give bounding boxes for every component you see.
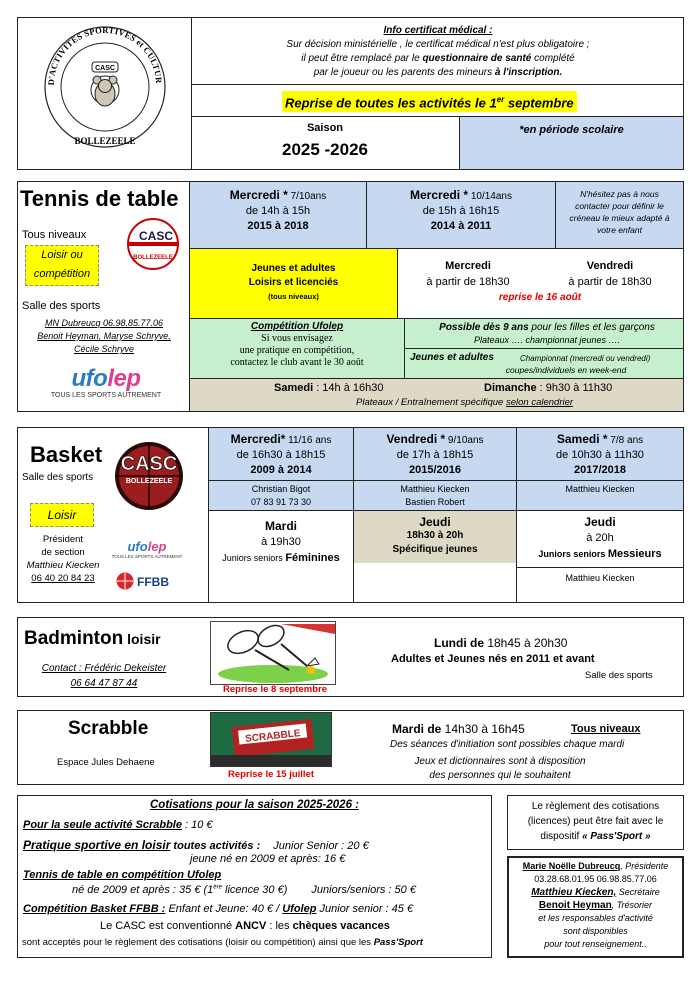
tennis-vendredi: Vendredi à partir de 18h30 <box>568 260 652 288</box>
cotisation-tennis-title: Tennis de table en compétition Ufolep <box>23 869 222 881</box>
cotisation-accepted: sont acceptés pour le règlement des cotisations (loisir ou compétition) ainsi que les Pass'Sport <box>22 937 423 948</box>
saison-label: Saison <box>306 122 344 134</box>
saison <box>191 118 459 160</box>
svg-text:BOLLEZEELE: BOLLEZEELE <box>133 255 173 261</box>
badminton-title: Badminton loisir <box>24 628 161 649</box>
certificat-line1: Sur décision ministérielle , le certificat médical n'est plus obligatoire ; <box>286 39 590 50</box>
svg-text:FFBB: FFBB <box>137 575 169 589</box>
contacts-text: Marie Noëlle Dubreucq, Présidente 03.28.68.01.95 06.98.85.77.06 Matthieu Kiecken, Secrétaire Benoit Heyman, Trésorier et les responsables d'activité sont disponibles pour tout renseignement.. <box>522 861 669 949</box>
logo-ring-text: D'ACTIVITES SPORTIVES et CULTUR <box>45 24 165 86</box>
badminton-reprise: Reprise le 8 septembre <box>222 684 328 695</box>
basket-jeudi2-coach: Matthieu Kiecken <box>565 573 635 583</box>
scrabble-jeux: Jeux et dictionnaires sont à disposition des personnes qui le souhaitent <box>414 756 586 781</box>
basket-jeudi2: Jeudi à 20h Juniors seniors Messieurs <box>538 515 662 560</box>
saison-value: 2025 -2026 <box>281 140 369 159</box>
scrabble-seances: Des séances d'initiation sont possibles chaque mardi <box>390 739 625 750</box>
badminton-day: Lundi de 18h45 à 20h30 <box>434 636 568 650</box>
badminton-image <box>210 621 336 685</box>
badminton-contact: Contact : Frédéric Dekeister 06 64 47 87 44 <box>41 663 167 689</box>
logo-center-text: CASC <box>95 65 115 72</box>
scrabble-title: Scrabble <box>68 718 149 739</box>
svg-text:SCRABBLE: SCRABBLE <box>244 728 302 745</box>
basket-casc-logo <box>112 438 186 516</box>
tennis-reprise: reprise le 16 août <box>498 292 582 303</box>
tennis-slot1: Mercredi * 7/10ans de 14h à 15h 2015 à 2018 <box>190 182 366 248</box>
tennis-weekend: Samedi : 14h à 16h30 Dimanche : 9h30 à 11h30 Plateaux / Entraînement spécifique selon calendrier <box>190 379 683 411</box>
basket-ffbb-logo <box>115 571 185 591</box>
cotisation-loisir-jeune: jeune né en 2009 et après: 16 € <box>190 853 346 865</box>
cotisation-scrabble: Pour la seule activité Scrabble : 10 € <box>23 819 213 831</box>
periode-scolaire: *en période scolaire <box>460 117 683 169</box>
basket-mardi: Mardi à 19h30 Juniors seniors Féminines <box>222 519 340 564</box>
tennis-mercredi: Mercredi à partir de 18h30 <box>426 260 510 288</box>
reprise-banner: Reprise de toutes les activités le 1er septembre <box>191 85 684 116</box>
basket-jeudi1: Jeudi 18h30 à 20h Spécifique jeunes <box>354 511 516 563</box>
scrabble-reprise: Reprise le 15 juillet <box>227 769 315 780</box>
basket-ufolep-logo: ufolep TOUS LES SPORTS AUTREMENT <box>111 539 183 559</box>
tennis-salle: Salle des sports <box>22 300 101 312</box>
basket-president: Président de section Matthieu Kiecken 06 40 20 84 23 <box>26 534 100 584</box>
scrabble-day: Mardi de 14h30 à 16h45 <box>392 722 525 736</box>
basket-salle: Salle des sports <box>22 472 94 483</box>
scrabble-image <box>210 712 332 767</box>
logo-bottom-text: BOLLEZEELE <box>74 136 136 146</box>
badminton-salle: Salle des sports <box>585 670 653 681</box>
basket-badge: Loisir <box>30 503 94 527</box>
basket-slot3-coach: Matthieu Kiecken <box>565 484 635 494</box>
certificat-info: Info certificat médical : Sur décision ministérielle , le certificat médical n'est plus obligatoire ; il peut être remplacé par le questionnaire de santé complété par le joueur ou les parents des mineurs à l'inscription. <box>196 24 680 80</box>
cotisation-ancv: Le CASC est conventionné ANCV : les chèques vacances <box>100 920 390 932</box>
tennis-slot2: Mercredi * 10/14ans de 15h à 16h15 2014 à 2011 <box>367 182 555 248</box>
tennis-niveaux: Tous niveaux <box>22 229 87 241</box>
svg-text:BOLLEZEELE: BOLLEZEELE <box>125 478 173 485</box>
basket-slot3: Samedi * 7/8 ans de 10h30 à 11h30 2017/2018 <box>517 428 683 510</box>
cotisations-title: Cotisations pour la saison 2025-2026 : <box>150 799 359 811</box>
tennis-ufolep-logo: ufolep TOUS LES SPORTS AUTREMENT <box>50 365 162 399</box>
tennis-possible: Possible dès 9 ans pour les filles et les garçons Plateaux …. championnat jeunes …. <box>405 319 683 378</box>
svg-text:CASC: CASC <box>138 229 174 243</box>
cotisation-tennis: né de 2009 et après : 35 € (1ère licence 30 €) Juniors/seniors : 50 € <box>72 884 416 896</box>
scrabble-lieu: Espace Jules Dehaene <box>57 757 155 768</box>
cotisation-basket: Compétition Basket FFBB : Enfant et Jeune: 40 € / Ufolep Junior senior : 45 € <box>23 903 414 915</box>
basket-title: Basket <box>30 442 103 467</box>
badminton-public: Adultes et Jeunes nés en 2011 et avant <box>391 653 595 665</box>
svg-text:CASC: CASC <box>120 453 178 475</box>
tennis-jeunes: Jeunes et adultes Loisirs et licenciés (tous niveaux) <box>190 249 397 318</box>
cotisation-loisir: Pratique sportive en loisir toutes activités : Junior Senior : 20 € <box>23 838 369 852</box>
scrabble-niveaux: Tous niveaux <box>571 723 641 735</box>
basket-slot2-coach: Matthieu Kiecken Bastien Robert <box>400 484 470 507</box>
tennis-contacts: MN Dubreucq 06.98.85.77.06 Benoit Heyman, Maryse Schryve, Cécile Schryve <box>37 318 171 354</box>
tennis-title: Tennis de table <box>20 186 179 211</box>
basket-slot1-coach: Christian Bigot 07 83 91 73 30 <box>250 484 312 507</box>
tennis-badge: Loisir ou compétition <box>25 245 99 286</box>
tennis-competition: Compétition Ufolep Si vous envisagez une pratique en compétition, contactez le club avant le 30 août <box>190 319 404 378</box>
club-logo <box>40 22 170 162</box>
certificat-title: Info certificat médical : <box>383 25 493 36</box>
tennis-hesitez: N'hésitez pas à nous contacter pour définir le créneau le mieux adapté à votre enfant <box>556 182 683 248</box>
basket-slot1: Mercredi* 11/16 ans de 16h30 à 18h15 2009 à 2014 <box>209 428 353 510</box>
tennis-championnat: Jeunes et adultes Championnat (mercredi ou vendredi) coupes/individuels en week-end <box>410 352 651 375</box>
tennis-casc-logo <box>122 218 184 270</box>
reglement-text: Le règlement des cotisations (licences) peut être fait avec le dispositif « Pass'Sport » <box>527 801 664 842</box>
basket-slot2: Vendredi * 9/10ans de 17h à 18h15 2015/2016 <box>354 428 516 510</box>
